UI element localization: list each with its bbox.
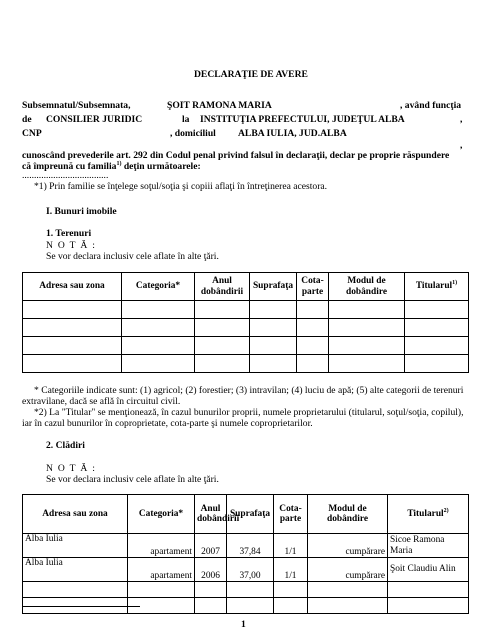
header-anul: Anul dobândirii [195, 495, 227, 534]
table-row [23, 301, 469, 319]
cell-adresa: Alba Iulia [23, 534, 128, 558]
header-adresa: Adresa sau zona [23, 495, 128, 534]
comma-2: , [460, 140, 463, 151]
cell-titular: Şoit Claudiu Alin [388, 558, 469, 582]
header-cota: Cota-parte [297, 273, 329, 301]
cell-cota: 1/1 [274, 534, 308, 558]
address-value: ALBA IULIA, JUD.ALBA [238, 128, 347, 139]
la-label: la [182, 114, 190, 125]
header-titular: Titularul$^{2)}$ [388, 495, 469, 534]
table-row [23, 319, 469, 337]
header-categoria: Categoria* [122, 273, 195, 301]
cell-categoria: apartament [128, 558, 195, 582]
page-number: 1 [241, 619, 246, 630]
header-modul: Modul de dobândire [308, 495, 388, 534]
cell-cota: 1/1 [274, 558, 308, 582]
table-row [23, 582, 469, 598]
table-row [23, 337, 469, 355]
terenuri-header-row [23, 273, 469, 301]
cell-suprafata: 37,00 [227, 558, 274, 582]
categories-note-line-1: * Categoriile indicate sunt: (1) agricol; (2) forestier; (3) intravilan; (4) luciu de apă; (5) alte categorii de terenuri [34, 385, 464, 396]
subsemnatul-label: Subsemnatul/Subsemnata, [22, 100, 131, 111]
statement-line-1: cunoscând prevederile art. 292 din Codul penal privind falsul în declaraţii, declar pe proprie răspundere [22, 150, 450, 161]
section-1-title: I. Bunuri imobile [46, 206, 117, 217]
cell-titular: Sicoe Ramona Maria [388, 534, 469, 558]
table-row [23, 534, 469, 558]
header-titular: Titularul$^{1)}$ [405, 273, 469, 301]
categories-note-line-2: extravilane, dacă se află în circuitul civil. [22, 396, 181, 407]
nota-2: N O T Ă : [46, 463, 97, 474]
dots-line: .................................... [22, 170, 109, 181]
cladiri-heading: 2. Clădiri [46, 440, 85, 451]
domiciliul-label: , domiciliul [170, 128, 216, 139]
table-row [23, 558, 469, 582]
cladiri-header-row [23, 495, 469, 534]
document-title: DECLARAŢIE DE AVERE [194, 69, 308, 80]
table-row [23, 355, 469, 373]
cell-suprafata: 37,84 [227, 534, 274, 558]
header-adresa: Adresa sau zona [23, 273, 122, 301]
cell-categoria: apartament [128, 534, 195, 558]
nota-1: N O T Ă : [46, 240, 97, 251]
statement-line-2: că împreună cu familia$^{1)}$ deţin următoarele: [22, 160, 201, 172]
avand-functia-label: , având funcţia [400, 100, 462, 111]
cnp-label: CNP [22, 128, 42, 139]
cell-modul: cumpărare [308, 558, 388, 582]
nota-1-text: Se vor declara inclusiv cele aflate în alte ţări. [46, 251, 219, 262]
header-anul: Anul dobândirii [195, 273, 250, 301]
cell-anul: 2007 [195, 534, 227, 558]
header-suprafata: Suprafaţa [227, 495, 274, 534]
function-value: CONSILIER JURIDIC [46, 114, 143, 125]
footnote-rule [22, 606, 140, 607]
declarant-name: ŞOIT RAMONA MARIA [167, 100, 272, 111]
cell-adresa: Alba Iulia [23, 558, 128, 582]
institution-value: INSTITUŢIA PREFECTULUI, JUDEŢUL ALBA [200, 114, 405, 125]
header-categoria: Categoria* [128, 495, 195, 534]
terenuri-heading: 1. Terenuri [46, 228, 92, 239]
titular-note-line-1: *2) La "Titular" se menţionează, în cazul bunurilor proprii, numele proprietarului (titularul, soţul/soţia, copilul), [34, 407, 464, 418]
footnote-1: *1) Prin familie se înţelege soţul/soţia şi copiii aflaţi în întreţinerea acestora. [34, 181, 328, 192]
header-suprafata: Suprafaţa [250, 273, 297, 301]
titular-note-line-2: iar în cazul bunurilor în coproprietate, cota-parte şi numele coproprietarilor. [22, 418, 313, 429]
cell-modul: cumpărare [308, 534, 388, 558]
de-label: de [22, 114, 32, 125]
header-cota: Cota-parte [274, 495, 308, 534]
cell-anul: 2006 [195, 558, 227, 582]
header-modul: Modul de dobândire [329, 273, 405, 301]
nota-2-text: Se vor declara inclusiv cele aflate în alte ţări. [46, 474, 219, 485]
comma-1: , [460, 114, 463, 125]
terenuri-table [22, 272, 469, 373]
cladiri-table [22, 494, 469, 614]
